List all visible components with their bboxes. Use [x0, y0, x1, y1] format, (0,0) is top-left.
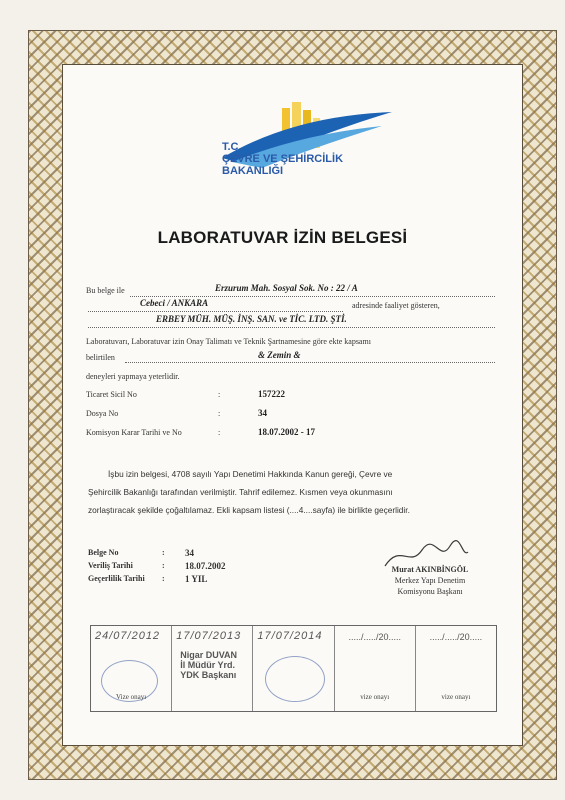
ministry-line-tc: T.C.: [222, 141, 242, 153]
field-separator: :: [218, 409, 221, 418]
stamp-title: İl Müdür Yrd.: [180, 660, 236, 670]
notice-line-2: Şehircilik Bakanlığı tarafından verilmiştir. Tahrif edilemez. Kısmen veya okunmasını: [88, 487, 393, 497]
field-separator: :: [218, 390, 221, 399]
certificate-number-value: 34: [185, 548, 194, 558]
validity-label: Geçerlilik Tarihi: [88, 574, 145, 583]
visa-label-4: vize onayı: [360, 693, 390, 701]
ministry-name: [222, 141, 343, 177]
signatory-title-1: Merkez Yapı Denetim: [394, 576, 466, 585]
dotted-line: [125, 362, 495, 363]
visa-cell-4: [335, 626, 416, 711]
trade-registry-value: 157222: [258, 389, 285, 399]
notice-line-1: İşbu izin belgesi, 4708 sayılı Yapı Denetimi Hakkında Kanun gereği, Çevre ve: [108, 469, 393, 479]
visa-label-5: vize onayı: [441, 693, 471, 701]
visa-date-3: 17/07/2014: [257, 630, 323, 642]
signatory-title-2: Komisyonu Başkanı: [397, 587, 463, 596]
visa-stamp-table: [90, 625, 497, 712]
dotted-line: [88, 327, 495, 328]
scope-value: & Zemin &: [258, 350, 301, 360]
trade-registry-label: Ticaret Sicil No: [86, 390, 137, 399]
visa-date-1: 24/07/2012: [95, 630, 161, 642]
file-number-value: 34: [258, 408, 267, 418]
validity-notice: [88, 465, 498, 519]
address-line-1: Erzurum Mah. Sosyal Sok. No : 22 / A: [215, 283, 358, 293]
signatory-name: Murat AKINBİNGÖL: [391, 565, 469, 574]
commission-date-value: 18.07.2002 - 17: [258, 427, 315, 437]
visa-cell-5: [416, 626, 496, 711]
document-title: LABORATUVAR İZİN BELGESİ: [157, 228, 408, 247]
visa-cell-2: [172, 626, 253, 711]
company-name: ERBEY MÜH. MÜŞ. İNŞ. SAN. ve TİC. LTD. ŞTİ.: [156, 314, 347, 324]
ministry-line-name: ÇEVRE VE ŞEHİRCİLİK: [222, 153, 344, 165]
visa-cell-1: [91, 626, 172, 711]
official-seal-icon: [265, 656, 325, 702]
page-count: 4: [298, 505, 304, 515]
visa-date-2: 17/07/2013: [176, 630, 242, 642]
dotted-line: [130, 296, 495, 297]
certificate-number-label: Belge No: [88, 548, 119, 557]
approval-text: Laboratuvarı, Laboratuvar izin Onay Talimatı ve Teknik Şartnamesine göre ekte kapsamı: [86, 337, 371, 346]
notice-line-3: [88, 501, 498, 519]
official-stamp: [180, 650, 237, 680]
issue-date-label: Veriliş Tarihi: [88, 561, 133, 570]
visa-label-1: Vize onayı: [116, 693, 147, 701]
notice-line-3-prefix: zorlaştıracak şekilde çoğaltılamaz. Ekli kapsam listesi (....: [88, 505, 299, 515]
visa-date-5: ...../...../20.....: [429, 632, 483, 642]
issue-date-value: 18.07.2002: [185, 561, 226, 571]
visa-date-4: ...../...../20.....: [348, 632, 401, 642]
intro-label: Bu belge ile: [86, 286, 125, 295]
belirtilen-label: belirtilen: [86, 353, 115, 362]
validity-value: 1 YIL: [185, 574, 208, 584]
ministry-line-bakanlik: BAKANLIĞI: [222, 165, 284, 177]
competence-text: deneyleri yapmaya yeterlidir.: [86, 372, 180, 381]
visa-cell-3: [253, 626, 334, 711]
notice-line-3-suffix: ....sayfa) ile birlikte geçerlidir.: [303, 505, 410, 515]
commission-date-label: Komisyon Karar Tarihi ve No: [86, 428, 182, 437]
field-separator: :: [162, 574, 165, 583]
field-separator: :: [218, 428, 221, 437]
address-line-2: Cebeci / ANKARA: [140, 298, 209, 308]
stamp-name: Nigar DUVAN: [180, 650, 238, 660]
signatory-block: [360, 564, 500, 597]
field-separator: :: [162, 548, 165, 557]
stamp-role: YDK Başkanı: [180, 670, 237, 680]
address-suffix: adresinde faaliyet gösteren,: [352, 301, 440, 310]
file-number-label: Dosya No: [86, 409, 119, 418]
dotted-line: [88, 311, 343, 312]
field-separator: :: [162, 561, 165, 570]
